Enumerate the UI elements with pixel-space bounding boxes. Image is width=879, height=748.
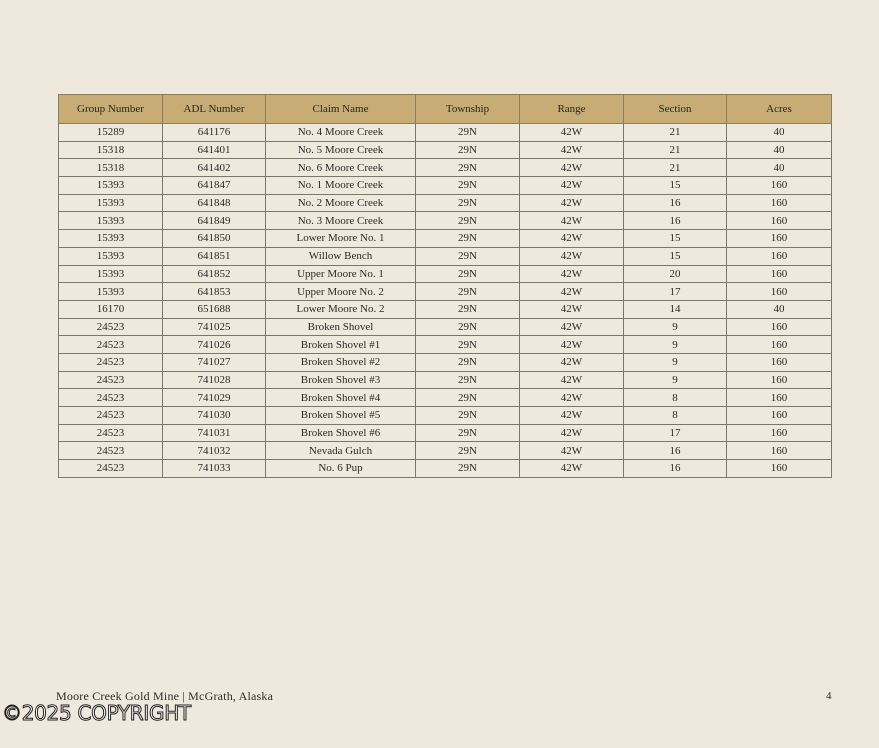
acres-cell: 160 [727, 460, 832, 478]
adl-number-cell: 641849 [163, 212, 266, 230]
adl-number-cell: 741031 [163, 424, 266, 442]
claim-name-cell: Broken Shovel #4 [266, 389, 416, 407]
table-row [59, 159, 832, 177]
claim-name-cell: Upper Moore No. 2 [266, 283, 416, 301]
acres-cell: 160 [727, 265, 832, 283]
table-row [59, 230, 832, 248]
township-cell: 29N [416, 389, 520, 407]
table-row [59, 353, 832, 371]
range-cell: 42W [520, 353, 624, 371]
header-range: Range [520, 95, 624, 124]
claim-name-cell: Upper Moore No. 1 [266, 265, 416, 283]
table-row [59, 265, 832, 283]
footer-title: Moore Creek Gold Mine | McGrath, Alaska [56, 689, 274, 703]
section-cell: 14 [624, 300, 727, 318]
adl-number-cell: 741033 [163, 460, 266, 478]
table-row [59, 141, 832, 159]
group-number-cell: 15393 [59, 265, 163, 283]
adl-number-cell: 641850 [163, 230, 266, 248]
claim-name-cell: Nevada Gulch [266, 442, 416, 460]
table-row [59, 318, 832, 336]
copyright-watermark: ©2025 COPYRIGHT [2, 701, 191, 725]
group-number-cell: 24523 [59, 371, 163, 389]
range-cell: 42W [520, 230, 624, 248]
table-row [59, 194, 832, 212]
claim-name-cell: No. 1 Moore Creek [266, 177, 416, 195]
range-cell: 42W [520, 283, 624, 301]
township-cell: 29N [416, 460, 520, 478]
table-row [59, 407, 832, 425]
claim-name-cell: Willow Bench [266, 247, 416, 265]
page-number: 4 [826, 690, 832, 702]
adl-number-cell: 741032 [163, 442, 266, 460]
adl-number-cell: 641848 [163, 194, 266, 212]
acres-cell: 160 [727, 318, 832, 336]
range-cell: 42W [520, 159, 624, 177]
range-cell: 42W [520, 265, 624, 283]
claim-name-cell: No. 3 Moore Creek [266, 212, 416, 230]
section-cell: 9 [624, 371, 727, 389]
section-cell: 21 [624, 141, 727, 159]
table-row [59, 247, 832, 265]
section-cell: 9 [624, 353, 727, 371]
group-number-cell: 24523 [59, 407, 163, 425]
group-number-cell: 15393 [59, 194, 163, 212]
section-cell: 20 [624, 265, 727, 283]
range-cell: 42W [520, 247, 624, 265]
acres-cell: 40 [727, 300, 832, 318]
township-cell: 29N [416, 300, 520, 318]
range-cell: 42W [520, 318, 624, 336]
claim-name-cell: No. 6 Pup [266, 460, 416, 478]
group-number-cell: 24523 [59, 460, 163, 478]
group-number-cell: 24523 [59, 389, 163, 407]
adl-number-cell: 641852 [163, 265, 266, 283]
group-number-cell: 15393 [59, 212, 163, 230]
section-cell: 16 [624, 212, 727, 230]
range-cell: 42W [520, 460, 624, 478]
table-body [59, 124, 832, 478]
section-cell: 9 [624, 336, 727, 354]
range-cell: 42W [520, 424, 624, 442]
group-number-cell: 15393 [59, 230, 163, 248]
claim-name-cell: Lower Moore No. 2 [266, 300, 416, 318]
group-number-cell: 24523 [59, 424, 163, 442]
section-cell: 17 [624, 283, 727, 301]
section-cell: 9 [624, 318, 727, 336]
township-cell: 29N [416, 124, 520, 142]
claim-name-cell: No. 4 Moore Creek [266, 124, 416, 142]
adl-number-cell: 741026 [163, 336, 266, 354]
adl-number-cell: 651688 [163, 300, 266, 318]
mining-claims-table [58, 94, 832, 478]
table-row [59, 371, 832, 389]
range-cell: 42W [520, 124, 624, 142]
section-cell: 15 [624, 230, 727, 248]
adl-number-cell: 641176 [163, 124, 266, 142]
claim-name-cell: Broken Shovel #2 [266, 353, 416, 371]
table-row [59, 124, 832, 142]
acres-cell: 160 [727, 424, 832, 442]
section-cell: 21 [624, 124, 727, 142]
header-group-number: Group Number [59, 95, 163, 124]
section-cell: 21 [624, 159, 727, 177]
township-cell: 29N [416, 141, 520, 159]
adl-number-cell: 741030 [163, 407, 266, 425]
township-cell: 29N [416, 230, 520, 248]
header-section: Section [624, 95, 727, 124]
acres-cell: 160 [727, 283, 832, 301]
claim-name-cell: No. 5 Moore Creek [266, 141, 416, 159]
acres-cell: 160 [727, 336, 832, 354]
township-cell: 29N [416, 424, 520, 442]
group-number-cell: 24523 [59, 336, 163, 354]
township-cell: 29N [416, 283, 520, 301]
acres-cell: 40 [727, 124, 832, 142]
adl-number-cell: 741029 [163, 389, 266, 407]
section-cell: 8 [624, 407, 727, 425]
adl-number-cell: 641851 [163, 247, 266, 265]
claim-name-cell: Lower Moore No. 1 [266, 230, 416, 248]
township-cell: 29N [416, 212, 520, 230]
table-header-row [59, 95, 832, 124]
acres-cell: 160 [727, 389, 832, 407]
township-cell: 29N [416, 247, 520, 265]
claim-name-cell: Broken Shovel #5 [266, 407, 416, 425]
acres-cell: 160 [727, 212, 832, 230]
group-number-cell: 15393 [59, 247, 163, 265]
adl-number-cell: 741027 [163, 353, 266, 371]
claim-name-cell: No. 2 Moore Creek [266, 194, 416, 212]
table-row [59, 300, 832, 318]
table-row [59, 177, 832, 195]
adl-number-cell: 641853 [163, 283, 266, 301]
acres-cell: 40 [727, 141, 832, 159]
range-cell: 42W [520, 407, 624, 425]
adl-number-cell: 741025 [163, 318, 266, 336]
table-row [59, 336, 832, 354]
township-cell: 29N [416, 318, 520, 336]
section-cell: 17 [624, 424, 727, 442]
claim-name-cell: No. 6 Moore Creek [266, 159, 416, 177]
adl-number-cell: 641847 [163, 177, 266, 195]
section-cell: 15 [624, 177, 727, 195]
section-cell: 8 [624, 389, 727, 407]
header-acres: Acres [727, 95, 832, 124]
group-number-cell: 15318 [59, 141, 163, 159]
acres-cell: 160 [727, 407, 832, 425]
group-number-cell: 24523 [59, 318, 163, 336]
adl-number-cell: 641401 [163, 141, 266, 159]
township-cell: 29N [416, 194, 520, 212]
range-cell: 42W [520, 336, 624, 354]
claim-name-cell: Broken Shovel #3 [266, 371, 416, 389]
acres-cell: 40 [727, 159, 832, 177]
acres-cell: 160 [727, 247, 832, 265]
township-cell: 29N [416, 159, 520, 177]
group-number-cell: 16170 [59, 300, 163, 318]
range-cell: 42W [520, 389, 624, 407]
group-number-cell: 15318 [59, 159, 163, 177]
range-cell: 42W [520, 371, 624, 389]
table-row [59, 424, 832, 442]
acres-cell: 160 [727, 230, 832, 248]
township-cell: 29N [416, 177, 520, 195]
table-row [59, 389, 832, 407]
acres-cell: 160 [727, 177, 832, 195]
table-row [59, 212, 832, 230]
claim-name-cell: Broken Shovel #1 [266, 336, 416, 354]
township-cell: 29N [416, 407, 520, 425]
township-cell: 29N [416, 265, 520, 283]
range-cell: 42W [520, 212, 624, 230]
header-adl-number: ADL Number [163, 95, 266, 124]
table-row [59, 442, 832, 460]
group-number-cell: 15393 [59, 177, 163, 195]
adl-number-cell: 741028 [163, 371, 266, 389]
township-cell: 29N [416, 353, 520, 371]
township-cell: 29N [416, 336, 520, 354]
table-row [59, 460, 832, 478]
acres-cell: 160 [727, 353, 832, 371]
township-cell: 29N [416, 442, 520, 460]
township-cell: 29N [416, 371, 520, 389]
group-number-cell: 24523 [59, 353, 163, 371]
range-cell: 42W [520, 177, 624, 195]
acres-cell: 160 [727, 194, 832, 212]
acres-cell: 160 [727, 442, 832, 460]
acres-cell: 160 [727, 371, 832, 389]
header-claim-name: Claim Name [266, 95, 416, 124]
range-cell: 42W [520, 141, 624, 159]
group-number-cell: 15393 [59, 283, 163, 301]
group-number-cell: 24523 [59, 442, 163, 460]
section-cell: 16 [624, 442, 727, 460]
table-row [59, 283, 832, 301]
adl-number-cell: 641402 [163, 159, 266, 177]
section-cell: 16 [624, 460, 727, 478]
group-number-cell: 15289 [59, 124, 163, 142]
header-township: Township [416, 95, 520, 124]
range-cell: 42W [520, 194, 624, 212]
section-cell: 16 [624, 194, 727, 212]
range-cell: 42W [520, 442, 624, 460]
claim-name-cell: Broken Shovel #6 [266, 424, 416, 442]
section-cell: 15 [624, 247, 727, 265]
claim-name-cell: Broken Shovel [266, 318, 416, 336]
range-cell: 42W [520, 300, 624, 318]
